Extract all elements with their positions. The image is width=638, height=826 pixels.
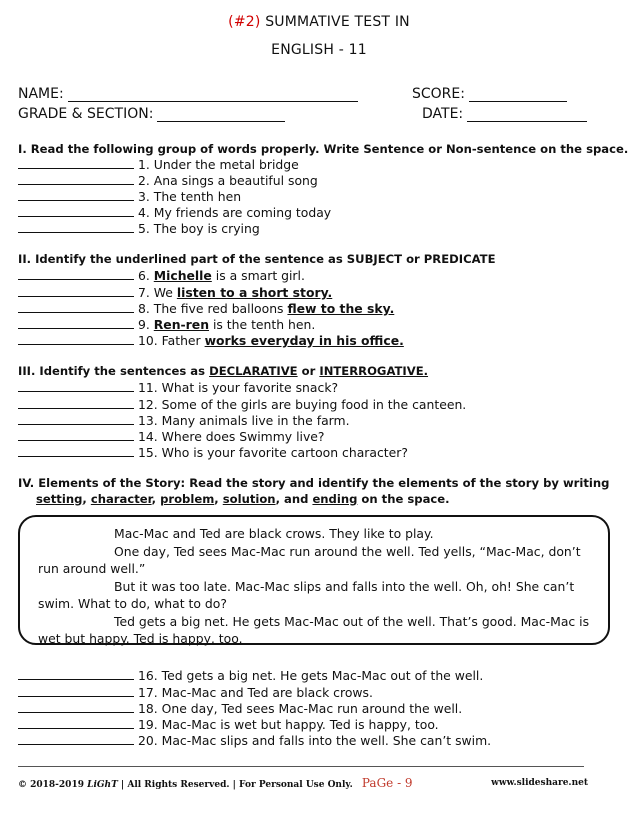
brand-name: LiGhT <box>87 780 118 790</box>
answer-blank[interactable] <box>18 266 134 280</box>
page-footer <box>18 776 588 790</box>
list-item: 18. One day, Ted sees Mac-Mac run around the well. <box>18 699 462 715</box>
section-4-elements: setting, character, problem, solution, and ending on the space. <box>36 492 450 506</box>
source-site: www.slideshare.net <box>491 778 588 788</box>
list-item: 13. Many animals live in the farm. <box>18 411 350 427</box>
section-3-heading: III. Identify the sentences as DECLARATIVE or INTERROGATIVE. <box>18 364 429 378</box>
underlined-part: flew to the sky. <box>287 301 395 316</box>
date-field[interactable] <box>422 106 587 122</box>
underlined-part: Ren-ren <box>153 317 210 332</box>
section-1-heading: I. Read the following group of words properly. Write Sentence or Non-sentence on the space. <box>18 142 629 156</box>
name-label: NAME: <box>18 86 64 102</box>
list-item: 19. Mac-Mac is wet but happy. Ted is happy, too. <box>18 715 439 731</box>
underlined-part: works everyday in his office. <box>204 333 404 348</box>
answer-blank[interactable] <box>18 203 134 217</box>
date-blank[interactable] <box>467 107 587 122</box>
score-field[interactable] <box>412 86 567 102</box>
test-title-text: SUMMATIVE TEST IN <box>260 14 410 30</box>
grade-section-field[interactable] <box>18 106 285 122</box>
answer-blank[interactable] <box>18 283 134 297</box>
answer-blank[interactable] <box>18 171 134 185</box>
test-title <box>0 14 638 30</box>
list-item: 6. Michelle is a smart girl. <box>18 266 305 282</box>
date-label: DATE: <box>422 106 464 122</box>
list-item: 16. Ted gets a big net. He gets Mac-Mac out of the well. <box>18 666 483 682</box>
list-item: 14. Where does Swimmy live? <box>18 427 325 443</box>
underlined-part: Michelle <box>153 268 212 283</box>
story-paragraph: One day, Ted sees Mac-Mac run around the well. Ted yells, “Mac-Mac, don’t run around well.” <box>38 543 581 576</box>
list-item: 15. Who is your favorite cartoon character? <box>18 443 408 459</box>
answer-blank[interactable] <box>18 331 134 345</box>
story-paragraph: But it was too late. Mac-Mac slips and falls into the well. Oh, oh! She can’t swim. What to do, what to do? <box>38 578 575 611</box>
score-label: SCORE: <box>412 86 465 102</box>
list-item: 3. The tenth hen <box>18 187 241 203</box>
section-4-heading: IV. Elements of the Story: Read the story and identify the elements of the story by writing <box>18 476 610 490</box>
footer-divider <box>18 766 584 767</box>
copyright-text: © 2018-2019 <box>18 780 88 790</box>
answer-blank[interactable] <box>18 395 134 409</box>
list-item: 4. My friends are coming today <box>18 203 331 219</box>
answer-blank[interactable] <box>18 378 134 392</box>
score-blank[interactable] <box>469 87 567 102</box>
answer-blank[interactable] <box>18 731 134 745</box>
list-item: 7. We listen to a short story. <box>18 283 332 299</box>
grade-section-label: GRADE & SECTION: <box>18 106 154 122</box>
answer-blank[interactable] <box>18 427 134 441</box>
answer-blank[interactable] <box>18 315 134 329</box>
name-score-row <box>18 86 620 104</box>
story-paragraph: Mac-Mac and Ted are black crows. They like to play. <box>114 526 434 541</box>
test-number: (#2) <box>228 14 261 30</box>
section-2-heading: II. Identify the underlined part of the sentence as SUBJECT or PREDICATE <box>18 252 496 266</box>
answer-blank[interactable] <box>18 683 134 697</box>
list-item: 17. Mac-Mac and Ted are black crows. <box>18 683 373 699</box>
list-item: 9. Ren-ren is the tenth hen. <box>18 315 315 331</box>
answer-blank[interactable] <box>18 715 134 729</box>
grade-section-blank[interactable] <box>157 107 285 122</box>
answer-blank[interactable] <box>18 299 134 313</box>
grade-date-row <box>18 106 620 124</box>
test-subtitle: ENGLISH - 11 <box>271 42 367 58</box>
answer-blank[interactable] <box>18 443 134 457</box>
answer-blank[interactable] <box>18 187 134 201</box>
answer-blank[interactable] <box>18 411 134 425</box>
answer-blank[interactable] <box>18 155 134 169</box>
list-item: 8. The five red balloons flew to the sky. <box>18 299 394 315</box>
list-item: 2. Ana sings a beautiful song <box>18 171 318 187</box>
rights-text: | All Rights Reserved. | For Personal Use Only. <box>117 780 353 790</box>
list-item: 12. Some of the girls are buying food in the canteen. <box>18 395 466 411</box>
underlined-part: listen to a short story. <box>176 285 333 300</box>
list-item: 10. Father works everyday in his office. <box>18 331 404 347</box>
list-item: 1. Under the metal bridge <box>18 155 299 171</box>
story-box <box>18 515 610 645</box>
name-field[interactable] <box>18 86 358 102</box>
answer-blank[interactable] <box>18 699 134 713</box>
answer-blank[interactable] <box>18 666 134 680</box>
name-blank[interactable] <box>68 87 358 102</box>
story-paragraph: Ted gets a big net. He gets Mac-Mac out of the well. That’s good. Mac-Mac is wet but happy. Ted is happy, too. <box>38 613 590 646</box>
answer-blank[interactable] <box>18 219 134 233</box>
list-item: 20. Mac-Mac slips and falls into the well. She can’t swim. <box>18 731 491 747</box>
page-number: PaGe - 9 <box>361 776 413 790</box>
list-item: 11. What is your favorite snack? <box>18 378 338 394</box>
list-item: 5. The boy is crying <box>18 219 260 235</box>
